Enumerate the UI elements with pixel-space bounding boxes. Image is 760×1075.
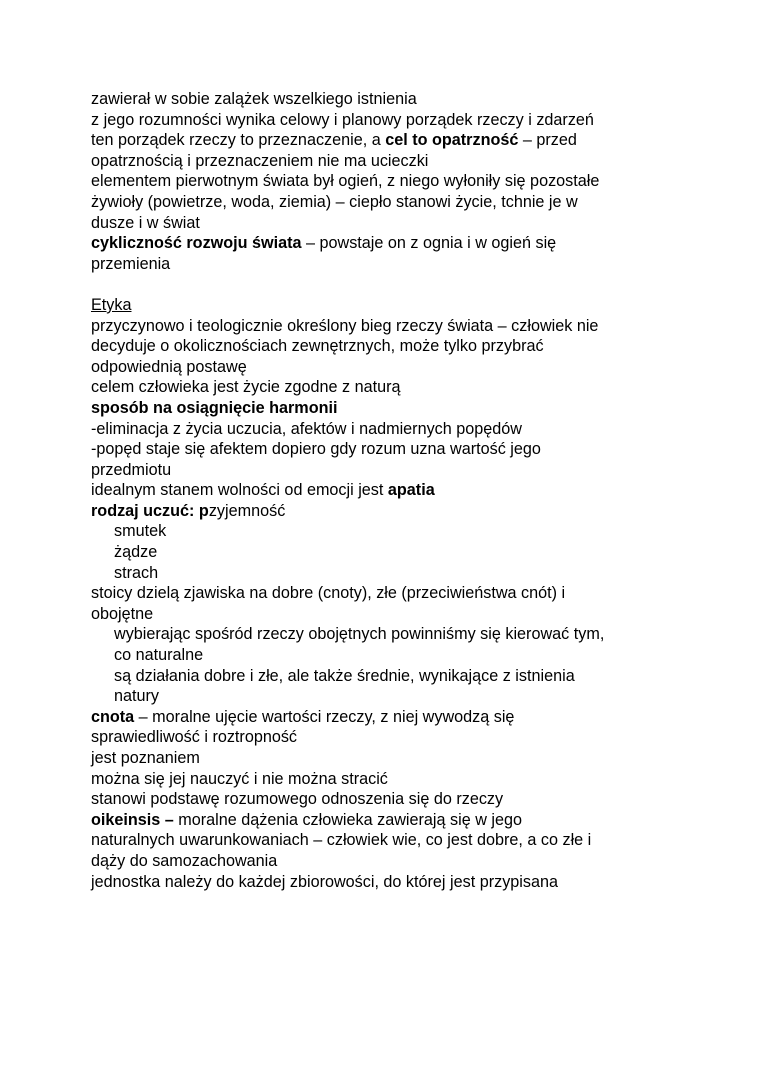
text-run: – moralne ujęcie wartości rzeczy, z niej wywodzą się xyxy=(134,707,515,726)
indented-line: smutek xyxy=(114,522,167,541)
indented-line: strach xyxy=(114,563,159,582)
text-line: dąży do samozachowania xyxy=(91,851,278,870)
text-line: jednostka należy do każdej zbiorowości, do której jest przypisana xyxy=(91,872,558,891)
text-line xyxy=(91,810,711,831)
document-body xyxy=(91,89,711,892)
text-line: dusze i w świat xyxy=(91,213,200,232)
bold-term: cel to opatrzność xyxy=(385,131,519,150)
text-run: moralne dążenia człowieka zawierają się w jego xyxy=(173,810,522,829)
text-line: opatrznością i przeznaczeniem nie ma ucieczki xyxy=(91,151,429,170)
indented-line: są działania dobre i złe, ale także średnie, wynikające z istnienia xyxy=(114,666,575,685)
text-line: stanowi podstawę rozumowego odnoszenia się do rzeczy xyxy=(91,790,504,809)
indented-line: żądze xyxy=(114,543,158,562)
text-run: – przed xyxy=(518,131,577,150)
bold-term: sposób na osiągnięcie harmonii xyxy=(91,398,338,417)
text-line xyxy=(91,480,711,501)
text-line: odpowiednią postawę xyxy=(91,357,247,376)
bold-term: oikeinsis – xyxy=(91,810,174,829)
text-line: decyduje o okolicznościach zewnętrznych, może tylko przybrać xyxy=(91,337,544,356)
text-line: celem człowieka jest życie zgodne z naturą xyxy=(91,378,401,397)
text-line: stoicy dzielą zjawiska na dobre (cnoty), złe (przeciwieństwa cnót) i xyxy=(91,584,566,603)
text-line xyxy=(91,707,711,728)
text-line: jest poznaniem xyxy=(91,749,200,767)
indented-line: natury xyxy=(114,687,159,706)
bold-term: apatia xyxy=(387,481,435,500)
text-line: z jego rozumności wynika celowy i planowy porządek rzeczy i zdarzeń xyxy=(91,110,594,129)
text-line: żywioły (powietrze, woda, ziemia) – ciepło stanowi życie, tchnie je w xyxy=(91,192,578,211)
text-line: elementem pierwotnym świata był ogień, z niego wyłoniły się pozostałe xyxy=(91,172,600,191)
text-line: przemienia xyxy=(91,254,171,273)
text-line: można się jej nauczyć i nie można stracić xyxy=(91,769,388,788)
text-run: – powstaje on z ognia i w ogień się xyxy=(301,234,557,253)
text-line: zawierał w sobie zalążek wszelkiego istnienia xyxy=(91,90,417,108)
text-line: przedmiotu xyxy=(91,460,172,479)
text-run: zyjemność xyxy=(208,501,286,520)
bold-term: rodzaj uczuć: p xyxy=(91,501,209,520)
text-line: obojętne xyxy=(91,604,154,623)
indented-line: wybierając spośród rzeczy obojętnych powinniśmy się kierować tym, xyxy=(114,625,605,644)
text-line: przyczynowo i teologicznie określony bieg rzeczy świata – człowiek nie xyxy=(91,316,599,335)
section-heading-text: Etyka xyxy=(91,295,132,314)
text-run: ten porządek rzeczy to przeznaczenie, a xyxy=(91,131,386,150)
text-run: idealnym stanem wolności od emocji jest xyxy=(91,481,388,500)
bold-term: cnota xyxy=(91,707,135,726)
indented-line: co naturalne xyxy=(114,646,204,665)
text-line xyxy=(91,501,711,522)
text-line: -eliminacja z życia uczucia, afektów i nadmiernych popędów xyxy=(91,419,522,438)
text-line xyxy=(91,398,711,419)
text-line xyxy=(91,130,711,151)
text-line: -popęd staje się afektem dopiero gdy rozum uzna wartość jego xyxy=(91,440,541,459)
text-line: naturalnych uwarunkowaniach – człowiek wie, co jest dobre, a co złe i xyxy=(91,831,592,850)
section-heading xyxy=(91,295,711,316)
blank-line xyxy=(91,274,711,295)
bold-term: cykliczność rozwoju świata xyxy=(91,234,302,253)
text-line xyxy=(91,233,711,254)
text-line: sprawiedliwość i roztropność xyxy=(91,728,298,747)
